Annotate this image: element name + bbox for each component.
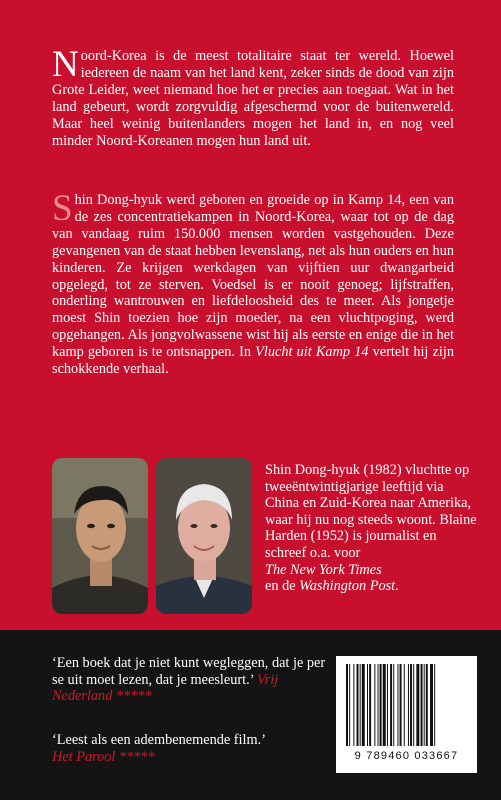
review-quote-1 <box>52 655 332 705</box>
dropcap-n: N <box>52 44 79 85</box>
book-title-inline: Vlucht uit Kamp 14 <box>255 344 369 361</box>
review-source-2: Het Parool ***** <box>52 748 155 765</box>
barcode-bars <box>344 664 469 748</box>
blurb-paragraph-2 <box>52 188 454 378</box>
dropcap-s: S <box>52 188 73 229</box>
isbn-number: 9 789460 033667 <box>354 750 459 762</box>
newspaper-washington-post: Washington Post <box>299 578 396 595</box>
author-photo-shin <box>52 458 148 614</box>
review-quote-2-text: ‘Leest als een adembenemende film.’ <box>52 732 266 748</box>
blurb-paragraph-1 <box>52 44 454 149</box>
bio-connector: en de <box>265 578 296 595</box>
author-photo-harden <box>156 458 252 614</box>
author-bio-text: Shin Dong-hyuk (1982) vluchtte op tweeëntwintigjarige leeftijd via China en Zuid-Korea naar Amerika, waar hij nu nog steeds woont. Blaine Harden (1952) is journalist en schreef o.a. voor <box>265 462 477 561</box>
review-quote-2 <box>52 732 332 765</box>
newspaper-nyt: The New York Times <box>265 561 382 578</box>
blurb-paragraph-1-text: oord-Korea is de meest totalitaire staat ter wereld. Hoewel iedereen de naam van het land kent, zeker sinds de dood van zijn Grote Leider, weet niemand hoe het er precies aan toegaat. Wat in het land gebeurt, wordt zorgvuldig afgeschermd voor de buitenwereld. Maar heel weinig buitenlanders mogen het land in, en nog veel minder Noord-Koreanen mogen hun land uit. <box>52 48 454 149</box>
review-source-1: Vrij Nederland ***** <box>52 671 279 705</box>
bio-end: . <box>395 578 399 595</box>
blurb-paragraph-2-text: hin Dong-hyuk werd geboren en groeide op in Kamp 14, een van de zes concentratiekampen in Noord-Korea, waar tot op de dag van vandaag ruim 150.000 mensen worden vastgehouden. Deze gevangenen van de staat hebben levenslang, net als hun ouders en hun kinderen. Ze krijgen werkdagen van vijftien uur dwangarbeid opgelegd, tot ze sterven. Voedsel is er nooit genoeg; lijfstraffen, onderling wantrouwen en liefdeloosheid des te meer. Als jongetje moest Shin toezien hoe zijn moeder, na een vluchtpoging, werd opgehangen. Als jongvolwassene wist hij als eerste en enige die in het kamp geboren is te ontsnappen. In <box>52 192 454 361</box>
barcode <box>336 656 477 773</box>
blurb-paragraph-2-end: vertelt hij zijn schokkende verhaal. <box>52 344 454 378</box>
author-bio <box>265 462 480 595</box>
review-quote-1-text: ‘Een boek dat je niet kunt wegleggen, dat je per se uit moet lezen, dat je meesleurt.’ <box>52 655 326 688</box>
